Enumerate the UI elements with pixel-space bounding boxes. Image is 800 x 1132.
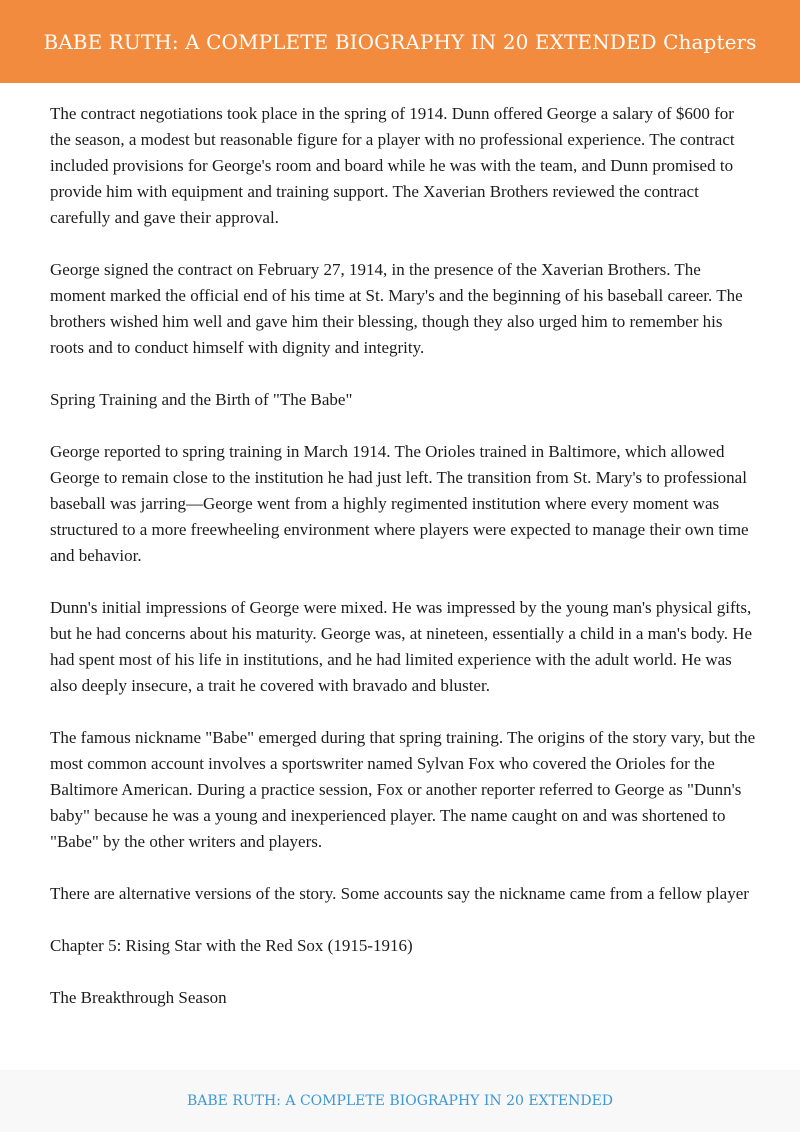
paragraph: There are alternative versions of the story. Some accounts say the nickname came from a fellow player xyxy=(50,884,749,903)
chapter-heading: Chapter 5: Rising Star with the Red Sox (1915-1916) xyxy=(50,936,413,955)
section-heading: Spring Training and the Birth of "The Babe" xyxy=(50,390,353,409)
paragraph: The famous nickname "Babe" emerged during that spring training. The origins of the story vary, but the most common account involves a sportswriter named Sylvan Fox who covered the Orioles for the Baltimore American. During a practice session, Fox or another reporter referred to George as "Dunn's baby" because he was a young and inexperienced player. The name caught on and was shortened to "Babe" by the other writers and players. xyxy=(50,728,756,851)
footer-title: BABE RUTH: A COMPLETE BIOGRAPHY IN 20 EXTENDED xyxy=(186,1093,614,1109)
header-title: BABE RUTH: A COMPLETE BIOGRAPHY IN 20 EXTENDED Chapters xyxy=(43,29,757,54)
paragraph: George reported to spring training in March 1914. The Orioles trained in Baltimore, which allowed George to remain close to the institution he had just left. The transition from St. Mary's to professional baseball was jarring—George went from a highly regimented institution where every moment was structured to a more freewheeling environment where players were expected to manage their own time and behavior. xyxy=(50,442,749,565)
section-heading: The Breakthrough Season xyxy=(50,988,227,1007)
paragraph: The contract negotiations took place in the spring of 1914. Dunn offered George a salary of $600 for the season, a modest but reasonable figure for a player with no professional experience. The contract included provisions for George's room and board while he was with the team, and Dunn promised to provide him with equipment and training support. The Xaverian Brothers reviewed the contract carefully and gave their approval. xyxy=(50,104,735,227)
paragraph: Dunn's initial impressions of George were mixed. He was impressed by the young man's physical gifts, but he had concerns about his maturity. George was, at nineteen, essentially a child in a man's body. He had spent most of his life in institutions, and he had limited experience with the adult world. He was also deeply insecure, a trait he covered with bravado and bluster. xyxy=(50,598,753,695)
paragraph: George signed the contract on February 27, 1914, in the presence of the Xaverian Brothers. The moment marked the official end of his time at St. Mary's and the beginning of his baseball career. The brothers wished him well and gave him their blessing, though they also urged him to remember his roots and to conduct himself with dignity and integrity. xyxy=(50,260,743,357)
document-body xyxy=(50,101,756,1037)
page-footer xyxy=(0,1070,800,1132)
page-header xyxy=(0,0,800,83)
